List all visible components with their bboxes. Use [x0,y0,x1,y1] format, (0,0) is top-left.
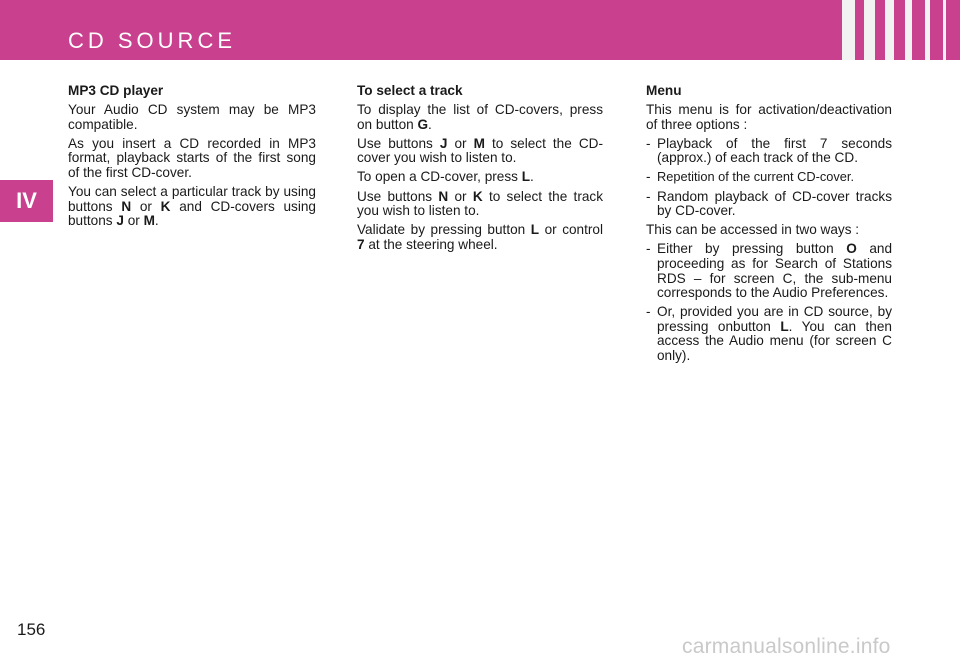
button-ref: M [473,135,485,151]
text: to select the CD-cover you wish to listen to. [357,135,603,166]
dash-mark: - [646,241,651,257]
text: or control [539,222,603,238]
access-text: This can be accessed in two ways : [646,222,860,238]
option-item [646,137,892,166]
select-paragraph [357,190,603,219]
header-stripe [842,0,855,60]
text: . [154,213,159,229]
text: . [428,116,432,132]
access-way-text [657,305,892,363]
text: at the steering wheel. [364,236,498,252]
dash-mark: - [646,169,651,185]
column-select-track [357,84,603,257]
header-stripe [925,0,930,60]
mp3-heading: MP3 CD player [68,83,164,98]
menu-intro: This menu is for activation/deactivation of three options : [646,102,892,132]
access-way-item [646,242,892,300]
text: . You can then access the Audio menu (for screen C only). [657,318,892,363]
menu-heading: Menu [646,83,682,98]
text: Use buttons [357,188,439,204]
text: or [131,198,161,214]
button-ref: M [143,213,155,229]
option-item [646,170,892,185]
option-text: Playback of the first 7 seconds (approx.) of each track of the CD. [657,135,892,166]
mp3-paragraph [68,185,316,229]
button-ref: N [438,188,449,204]
button-ref: K [472,188,483,204]
button-ref: L [530,222,540,238]
header-stripe [905,0,912,60]
text: Use buttons [357,135,440,151]
text: to select the track you wish to listen to. [357,188,603,219]
text: and proceeding as for Search of Stations RDS – for screen C, the sub-menu corresponds to the Audio Preferences. [657,241,892,301]
dash-mark: - [646,135,651,151]
dash-mark: - [646,188,651,204]
watermark: carmanualsonline.info [682,635,891,658]
column-mp3-cd-player [68,84,316,233]
text: You can select a particular track by using buttons [68,184,316,214]
button-ref: L [521,169,531,185]
text: Or, provided you are in CD source, by pressing onbutton [657,304,892,334]
text: . [530,169,534,185]
button-ref: N [121,198,132,214]
page-title: CD SOURCE [68,28,237,53]
button-ref: J [439,135,448,151]
select-paragraph [357,103,603,132]
button-ref: K [160,198,171,214]
button-ref: G [417,116,429,132]
text: or [448,188,473,204]
mp3-paragraph: Your Audio CD system may be MP3 compatible. [68,102,316,132]
text: To display the list of CD-covers, press on button [357,102,603,132]
button-ref: O [846,241,857,257]
access-way-item [646,305,892,363]
text: or [123,213,144,229]
option-text: Random playback of CD-cover tracks by CD-cover. [657,188,892,219]
text: and CD-covers using buttons [68,198,316,229]
button-ref: J [116,213,124,229]
text: or [447,135,474,151]
text: To open a CD-cover, press [357,169,522,185]
header-stripe [864,0,875,60]
select-track-heading: To select a track [357,83,463,98]
select-paragraph [357,137,603,166]
select-paragraph [357,223,603,252]
text: Validate by pressing button [357,222,531,238]
control-ref: 7 [357,236,365,252]
select-paragraph [357,170,603,185]
header-bar [0,0,960,60]
section-tab: IV [0,180,53,222]
header-stripe [943,0,946,60]
header-stripe [885,0,894,60]
mp3-paragraph: As you insert a CD recorded in MP3 format, playback starts of the first song of the first CD-cover. [68,135,316,180]
page-number: 156 [17,620,46,639]
button-ref: L [780,318,789,334]
text: Either by pressing button [657,241,847,257]
access-way-text [657,242,892,300]
option-text: Repetition of the current CD-cover. [657,169,855,185]
header-stripes [842,0,960,60]
option-item [646,190,892,219]
column-menu [646,84,892,368]
dash-mark: - [646,304,651,320]
